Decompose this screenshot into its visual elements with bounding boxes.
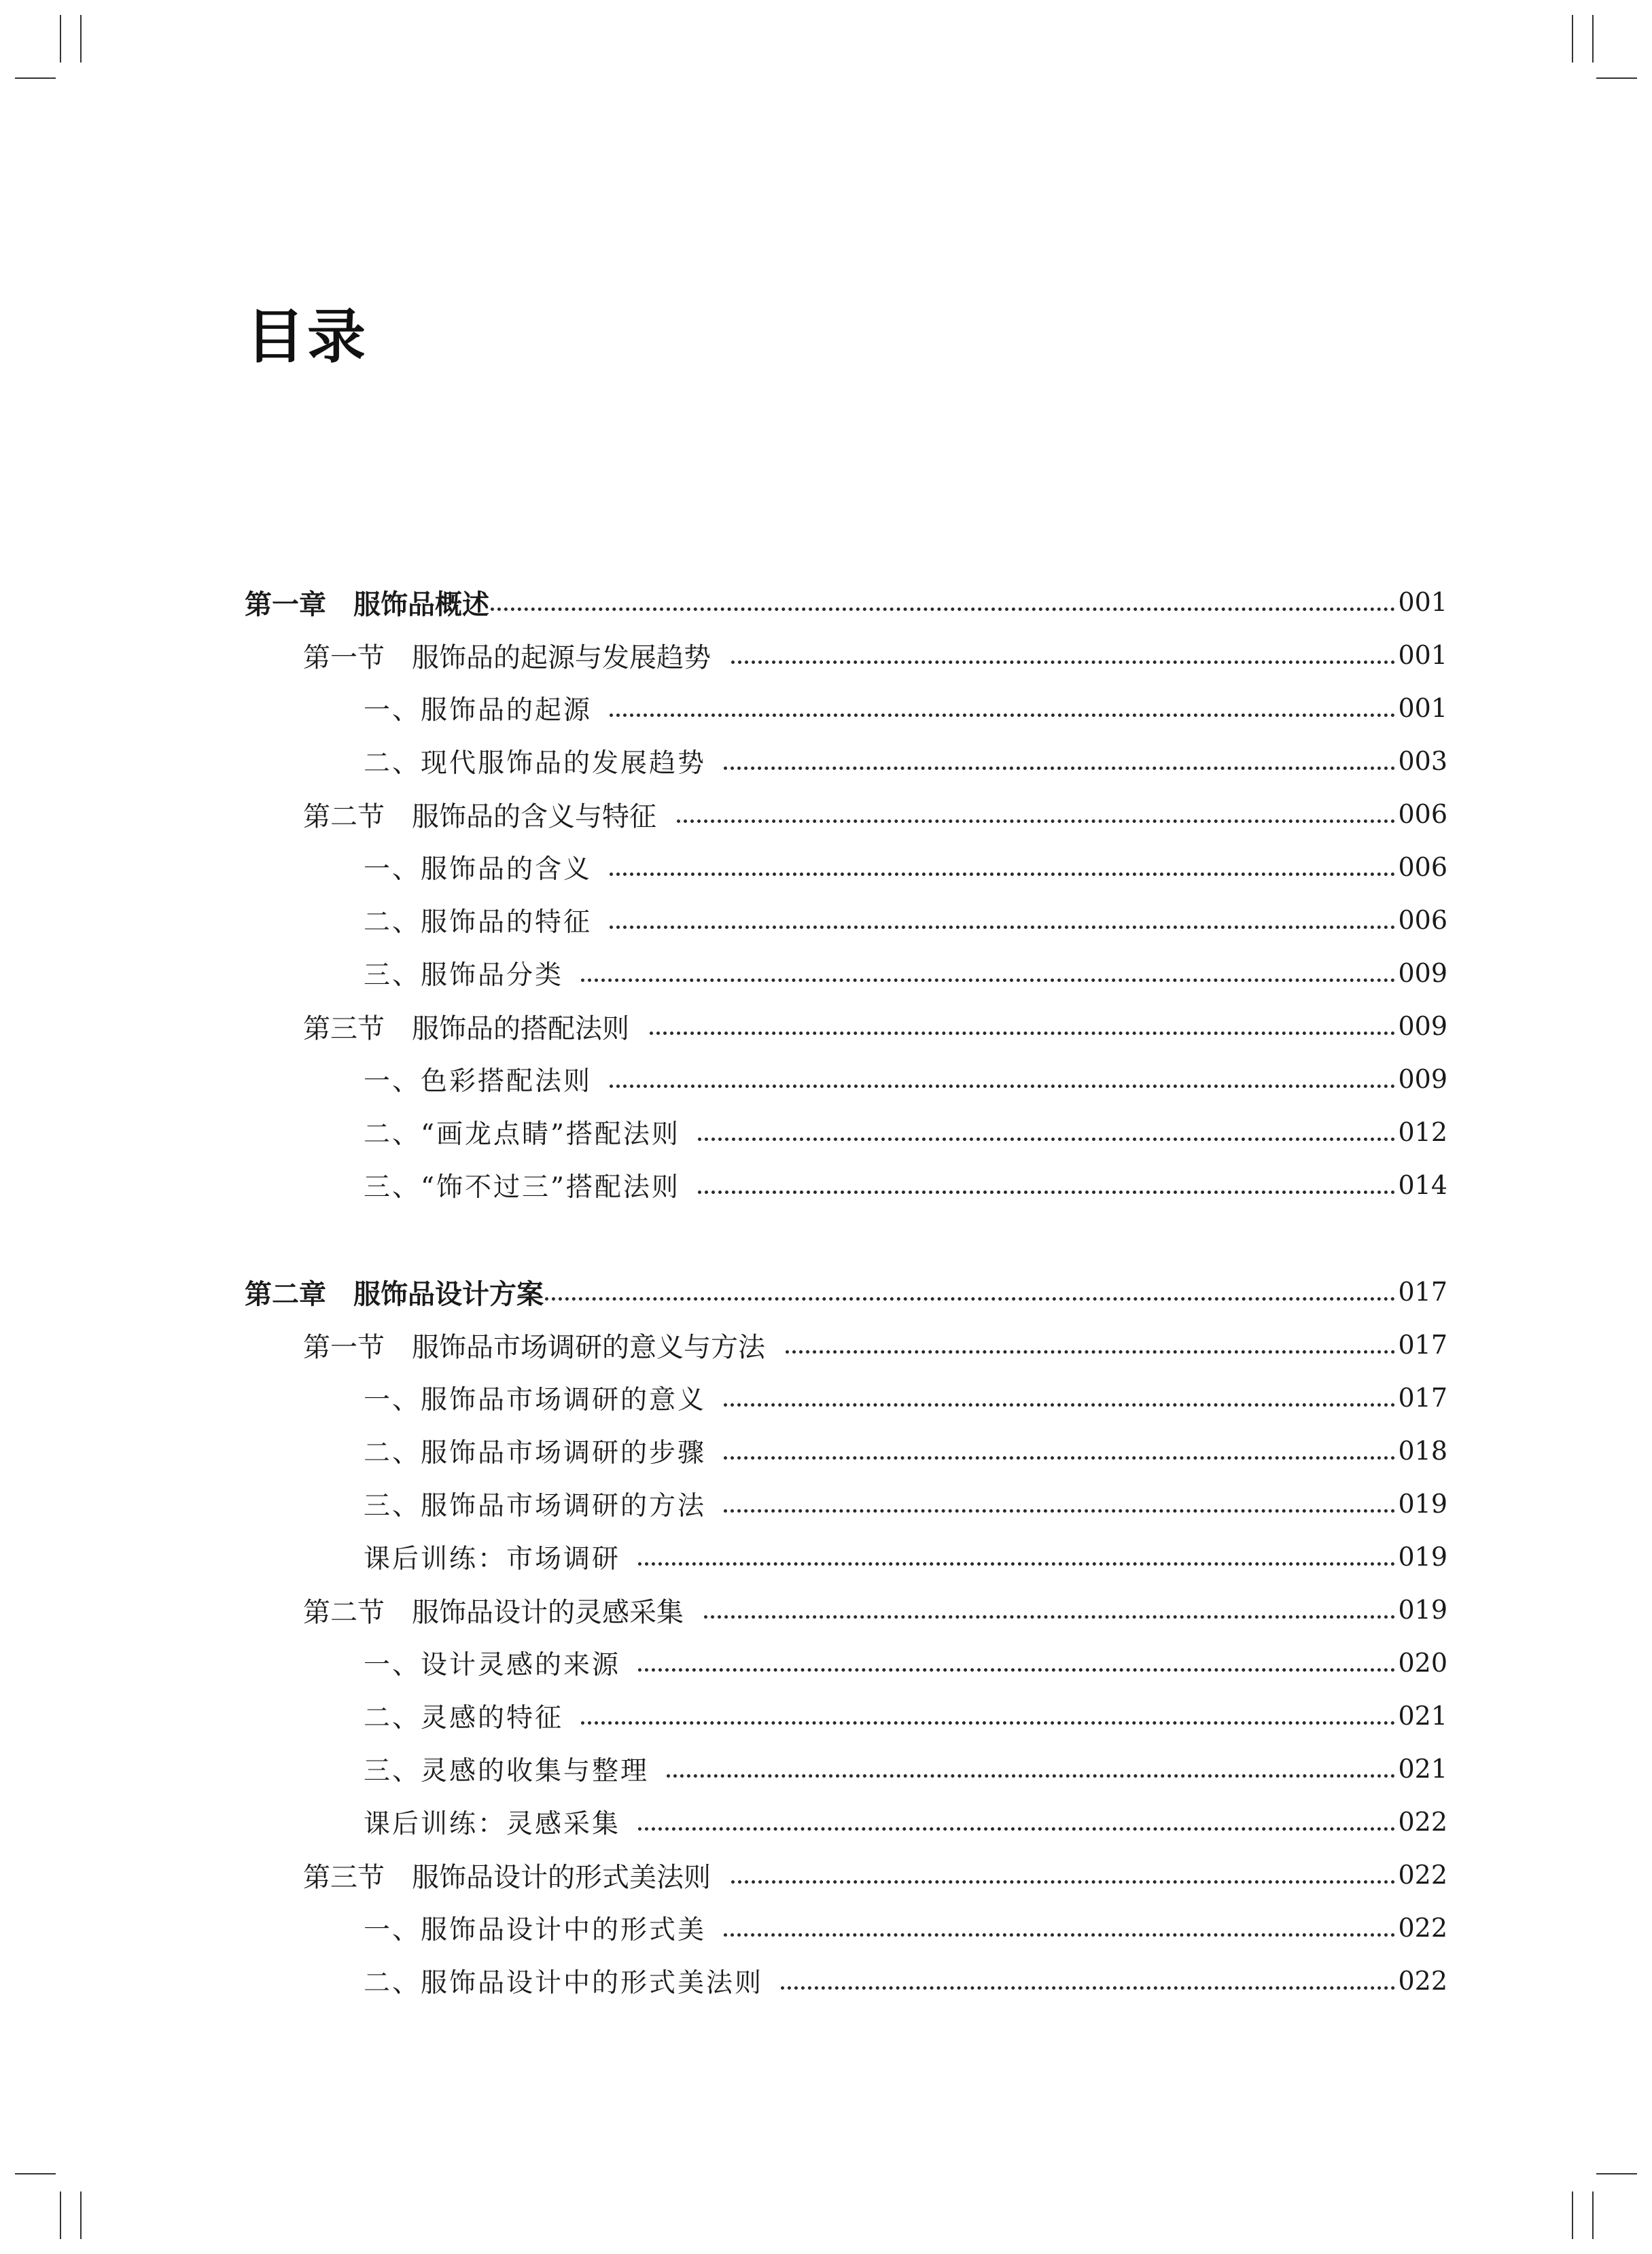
dot-leader — [698, 1191, 1396, 1194]
toc-page-number: 003 — [1398, 746, 1447, 776]
toc-section[interactable] — [303, 1324, 1447, 1365]
toc-page-number: 001 — [1398, 693, 1447, 723]
crop-mark-top-left-inner — [80, 15, 82, 63]
dot-leader — [650, 1032, 1395, 1035]
page-title: 目录 — [246, 302, 368, 371]
toc-section[interactable] — [303, 794, 1447, 834]
dot-leader — [677, 820, 1395, 823]
toc-page-number: 019 — [1398, 1595, 1447, 1625]
toc-item[interactable] — [364, 900, 1447, 940]
crop-mark-top-right-inner — [1572, 15, 1573, 63]
toc-chapter-label: 第一章 服饰品概述 — [245, 588, 489, 620]
toc-section-label: 第一节 服饰品市场调研的意义与方法 — [303, 1331, 765, 1363]
toc-page-number: 009 — [1398, 1011, 1447, 1041]
toc-page-number: 017 — [1398, 1383, 1447, 1413]
toc-item-label: 课后训练：市场调研 — [364, 1544, 621, 1574]
dot-leader — [731, 661, 1395, 664]
toc-item[interactable] — [364, 1377, 1447, 1418]
toc-item-label: 三、“饰不过三”搭配法则 — [364, 1172, 680, 1203]
toc-page-number: 009 — [1398, 1064, 1447, 1094]
toc-page-number: 022 — [1398, 1807, 1447, 1837]
toc-item[interactable] — [364, 1642, 1447, 1683]
toc-item[interactable] — [364, 1483, 1447, 1524]
toc-page-number: 006 — [1398, 852, 1447, 882]
crop-mark-bottom-right-inner — [1572, 2191, 1573, 2239]
dot-leader — [667, 1774, 1395, 1778]
crop-mark-top-right-horizontal — [1596, 77, 1637, 79]
toc-section[interactable] — [303, 1589, 1447, 1630]
dot-leader — [638, 1668, 1395, 1672]
crop-mark-bottom-left-outer — [60, 2191, 61, 2239]
toc-page-number: 019 — [1398, 1489, 1447, 1519]
toc-page-number: 017 — [1398, 1277, 1447, 1307]
toc-item[interactable] — [364, 847, 1447, 887]
crop-mark-top-right-outer — [1592, 15, 1594, 63]
dot-leader — [724, 1933, 1395, 1937]
toc-item-label: 三、灵感的收集与整理 — [364, 1756, 650, 1786]
toc-item-label: 一、设计灵感的来源 — [364, 1650, 621, 1680]
crop-mark-bottom-right-outer — [1592, 2191, 1594, 2239]
toc-page-number: 022 — [1398, 1860, 1447, 1890]
toc-item-label: 二、灵感的特征 — [364, 1703, 564, 1733]
toc-page-number: 001 — [1398, 640, 1447, 670]
toc-section[interactable] — [303, 1854, 1447, 1895]
toc-item-label: 课后训练：灵感采集 — [364, 1809, 621, 1839]
toc-section[interactable] — [303, 635, 1447, 675]
dot-leader — [704, 1615, 1395, 1619]
toc-page-number: 021 — [1398, 1701, 1447, 1731]
toc-item[interactable] — [364, 1059, 1447, 1099]
toc-page-number: 006 — [1398, 905, 1447, 935]
dot-leader — [581, 1721, 1395, 1725]
toc-page-number: 009 — [1398, 958, 1447, 988]
dot-leader — [724, 1403, 1395, 1407]
dot-leader — [610, 926, 1395, 929]
toc-page-number: 017 — [1398, 1330, 1447, 1360]
toc-item-label: 二、服饰品设计中的形式美法则 — [364, 1968, 764, 1998]
toc-item-label: 二、“画龙点睛”搭配法则 — [364, 1119, 680, 1150]
toc-section-label: 第三节 服饰品设计的形式美法则 — [303, 1861, 711, 1893]
dot-leader — [724, 1509, 1395, 1513]
toc-item-label: 二、服饰品市场调研的步骤 — [364, 1438, 707, 1468]
toc-section-label: 第二节 服饰品的含义与特征 — [303, 800, 656, 832]
toc-section-label: 第二节 服饰品设计的灵感采集 — [303, 1596, 684, 1628]
dot-leader — [724, 767, 1395, 770]
toc-item[interactable] — [364, 1748, 1447, 1789]
toc-item-label: 二、服饰品的特征 — [364, 907, 593, 938]
toc-page-number: 019 — [1398, 1542, 1447, 1572]
dot-leader — [491, 607, 1395, 611]
toc-item[interactable] — [364, 1695, 1447, 1736]
toc-page-number: 006 — [1398, 799, 1447, 829]
toc-chapter-label: 第二章 服饰品设计方案 — [245, 1278, 544, 1310]
toc-page-number: 001 — [1398, 587, 1447, 617]
dot-leader — [724, 1456, 1395, 1460]
toc-section-label: 第三节 服饰品的搭配法则 — [303, 1012, 629, 1044]
dot-leader — [638, 1827, 1395, 1831]
crop-mark-bottom-left-horizontal — [15, 2173, 56, 2174]
toc-item[interactable] — [364, 1907, 1447, 1948]
toc-item-label: 三、服饰品分类 — [364, 960, 564, 991]
toc-item-label: 一、服饰品的起源 — [364, 695, 593, 726]
toc-page-number: 012 — [1398, 1117, 1447, 1147]
toc-page-number: 014 — [1398, 1170, 1447, 1200]
toc-item-label: 二、现代服饰品的发展趋势 — [364, 748, 707, 779]
dot-leader — [545, 1297, 1395, 1301]
toc-section-label: 第一节 服饰品的起源与发展趋势 — [303, 641, 711, 673]
dot-leader — [638, 1562, 1395, 1566]
toc-page-number: 021 — [1398, 1754, 1447, 1784]
toc-item[interactable] — [364, 1430, 1447, 1471]
dot-leader — [781, 1986, 1395, 1990]
toc-item-label: 一、服饰品市场调研的意义 — [364, 1385, 707, 1415]
toc-item[interactable] — [364, 1801, 1447, 1842]
dot-leader — [610, 873, 1395, 876]
toc-chapter[interactable] — [245, 1271, 1447, 1312]
crop-mark-bottom-left-inner — [80, 2191, 82, 2239]
dot-leader — [610, 1085, 1395, 1088]
toc-page-number: 022 — [1398, 1913, 1447, 1943]
toc-item[interactable] — [364, 1536, 1447, 1577]
toc-page-number: 022 — [1398, 1966, 1447, 1996]
toc-item[interactable] — [364, 953, 1447, 993]
toc-item-label: 三、服饰品市场调研的方法 — [364, 1491, 707, 1521]
crop-mark-bottom-right-horizontal — [1596, 2173, 1637, 2174]
dot-leader — [698, 1138, 1396, 1141]
toc-item[interactable] — [364, 1960, 1447, 2001]
toc-page-number: 018 — [1398, 1436, 1447, 1466]
dot-leader — [581, 979, 1395, 982]
dot-leader — [786, 1350, 1395, 1354]
toc-item-label: 一、服饰品的含义 — [364, 854, 593, 885]
toc-item[interactable] — [364, 1165, 1447, 1205]
toc-section[interactable] — [303, 1006, 1447, 1046]
crop-mark-top-left-outer — [60, 15, 61, 63]
toc-item-label: 一、色彩搭配法则 — [364, 1066, 593, 1097]
toc-item[interactable] — [364, 1112, 1447, 1152]
toc-item[interactable] — [364, 741, 1447, 781]
dot-leader — [731, 1880, 1395, 1884]
crop-mark-top-left-horizontal — [15, 77, 56, 79]
dot-leader — [610, 714, 1395, 717]
toc-item-label: 一、服饰品设计中的形式美 — [364, 1915, 707, 1945]
toc-page-number: 020 — [1398, 1648, 1447, 1678]
toc-item[interactable] — [364, 688, 1447, 728]
toc-chapter[interactable] — [245, 582, 1447, 622]
